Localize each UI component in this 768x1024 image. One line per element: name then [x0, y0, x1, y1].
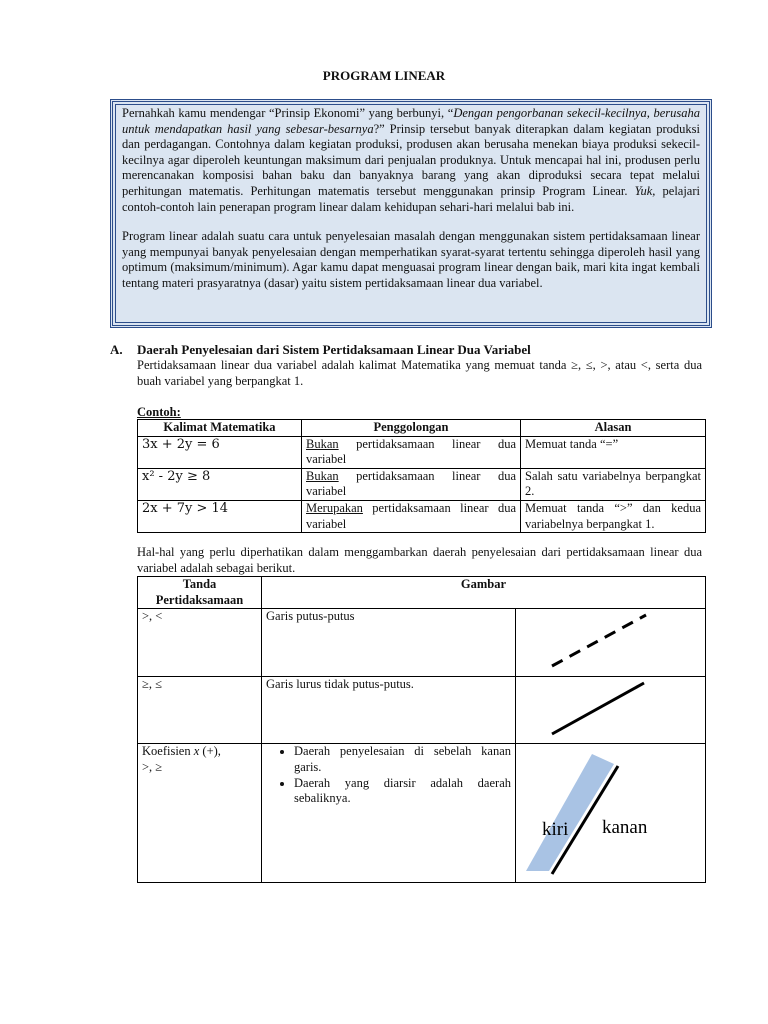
col-header-gambar: Gambar [262, 577, 706, 609]
solid-line-figure [516, 676, 706, 744]
drawing-rules-table [137, 576, 706, 883]
page-title: PROGRAM LINEAR [322, 68, 446, 83]
table-row [138, 436, 706, 468]
rule-list [266, 744, 511, 806]
hal-paragraph: Hal-hal yang perlu diperhatikan dalam menggambarkan daerah penyelesaian dari pertidaksamaan linear dua variabel adalah sebagai berikut. [137, 545, 702, 575]
classification-cell: Merupakan pertidaksamaan linear dua variabel [302, 500, 521, 532]
classification-table [137, 419, 706, 533]
description-cell: Garis putus-putus [262, 609, 516, 677]
math-expression: x² - 2y ≥ 8 [138, 468, 302, 500]
intro-paragraph-1: Pernahkah kamu mendengar “Prinsip Ekonomi” yang berbunyi, “Dengan pengorbanan sekecil-kecilnya, berusaha untuk mendapatkan hasil yang sebesar-besarnya?” Prinsip tersebut banyak diterapkan dalam kegiatan produksi dan perdagangan. Contohnya dalam kegiatan produksi, produsen akan berusaha menekan biaya produksi sekecil-kecilnya agar diperoleh keuntungan maksimum dari penjualan produknya. Untuk mencapai hal ini, produsen perlu merencanakan komposisi bahan baku dan banyaknya barang yang akan diproduksi secara tepat melalui perhitungan matematis. Perhitungan matematis tersebut menggunakan prinsip Program Linear. Yuk, pelajari contoh-contoh lain penerapan program linear dalam kehidupan sehari-hari melalui bab ini. [122, 106, 701, 214]
col-header: Alasan [521, 420, 706, 437]
math-expression: 2x + 7y > 14 [138, 500, 302, 532]
shaded-region-figure [516, 744, 706, 883]
description-cell: Garis lurus tidak putus-putus. [262, 676, 516, 744]
table-row [138, 468, 706, 500]
col-header: Kalimat Matematika [138, 420, 302, 437]
reason-cell: Memuat tanda “>” dan kedua variabelnya berpangkat 1. [521, 500, 706, 532]
dashed-line-figure [516, 609, 706, 677]
table-row [138, 744, 706, 883]
table-row [138, 676, 706, 744]
tanda-cell: >, < [138, 609, 262, 677]
table-header-row [138, 420, 706, 437]
list-item: • Daerah yang diarsir adalah daerah sebaliknya. [294, 776, 511, 807]
contoh-label: Contoh: [137, 405, 181, 419]
description-cell [262, 744, 516, 883]
table-header-row [138, 577, 706, 609]
section-a-heading: A. Daerah Penyelesaian dari Sistem Pertidaksamaan Linear Dua Variabel [110, 342, 531, 357]
label-kiri: kiri [542, 819, 569, 841]
math-expression: 3x + 2y = 6 [138, 436, 302, 468]
classification-cell: Bukan pertidaksamaan linear dua variabel [302, 436, 521, 468]
label-kanan: kanan [602, 817, 648, 839]
intro-paragraph-2: Program linear adalah suatu cara untuk penyelesaian masalah dengan menggunakan sistem pertidaksamaan linear yang mempunyai banyak penyelesaian dengan memperhatikan syarat-syarat tertentu sehingga diperoleh hasil yang optimum (maksimum/minimum). Agar kamu dapat menguasai program linear dengan baik, mari kita ingat kembali tentang materi prasyaratnya (dasar) yaitu sistem pertidaksamaan linear dua variabel. [122, 229, 700, 290]
list-item: • Daerah penyelesaian di sebelah kanan garis. [294, 744, 511, 775]
col-header: Penggolongan [302, 420, 521, 437]
section-a-description: Pertidaksamaan linear dua variabel adalah kalimat Matematika yang memuat tanda ≥, ≤, >, atau <, serta dua buah variabel yang berpangkat 1. [137, 358, 702, 388]
table-row [138, 609, 706, 677]
reason-cell: Salah satu variabelnya berpangkat 2. [521, 468, 706, 500]
tanda-cell: Koefisien x (+), >, ≥ [138, 744, 262, 883]
classification-cell: Bukan pertidaksamaan linear dua variabel [302, 468, 521, 500]
reason-cell: Memuat tanda “=” [521, 436, 706, 468]
intro-box [110, 99, 712, 328]
tanda-cell: ≥, ≤ [138, 676, 262, 744]
table-row [138, 500, 706, 532]
col-header-tanda: Tanda Pertidaksamaan [138, 577, 262, 609]
